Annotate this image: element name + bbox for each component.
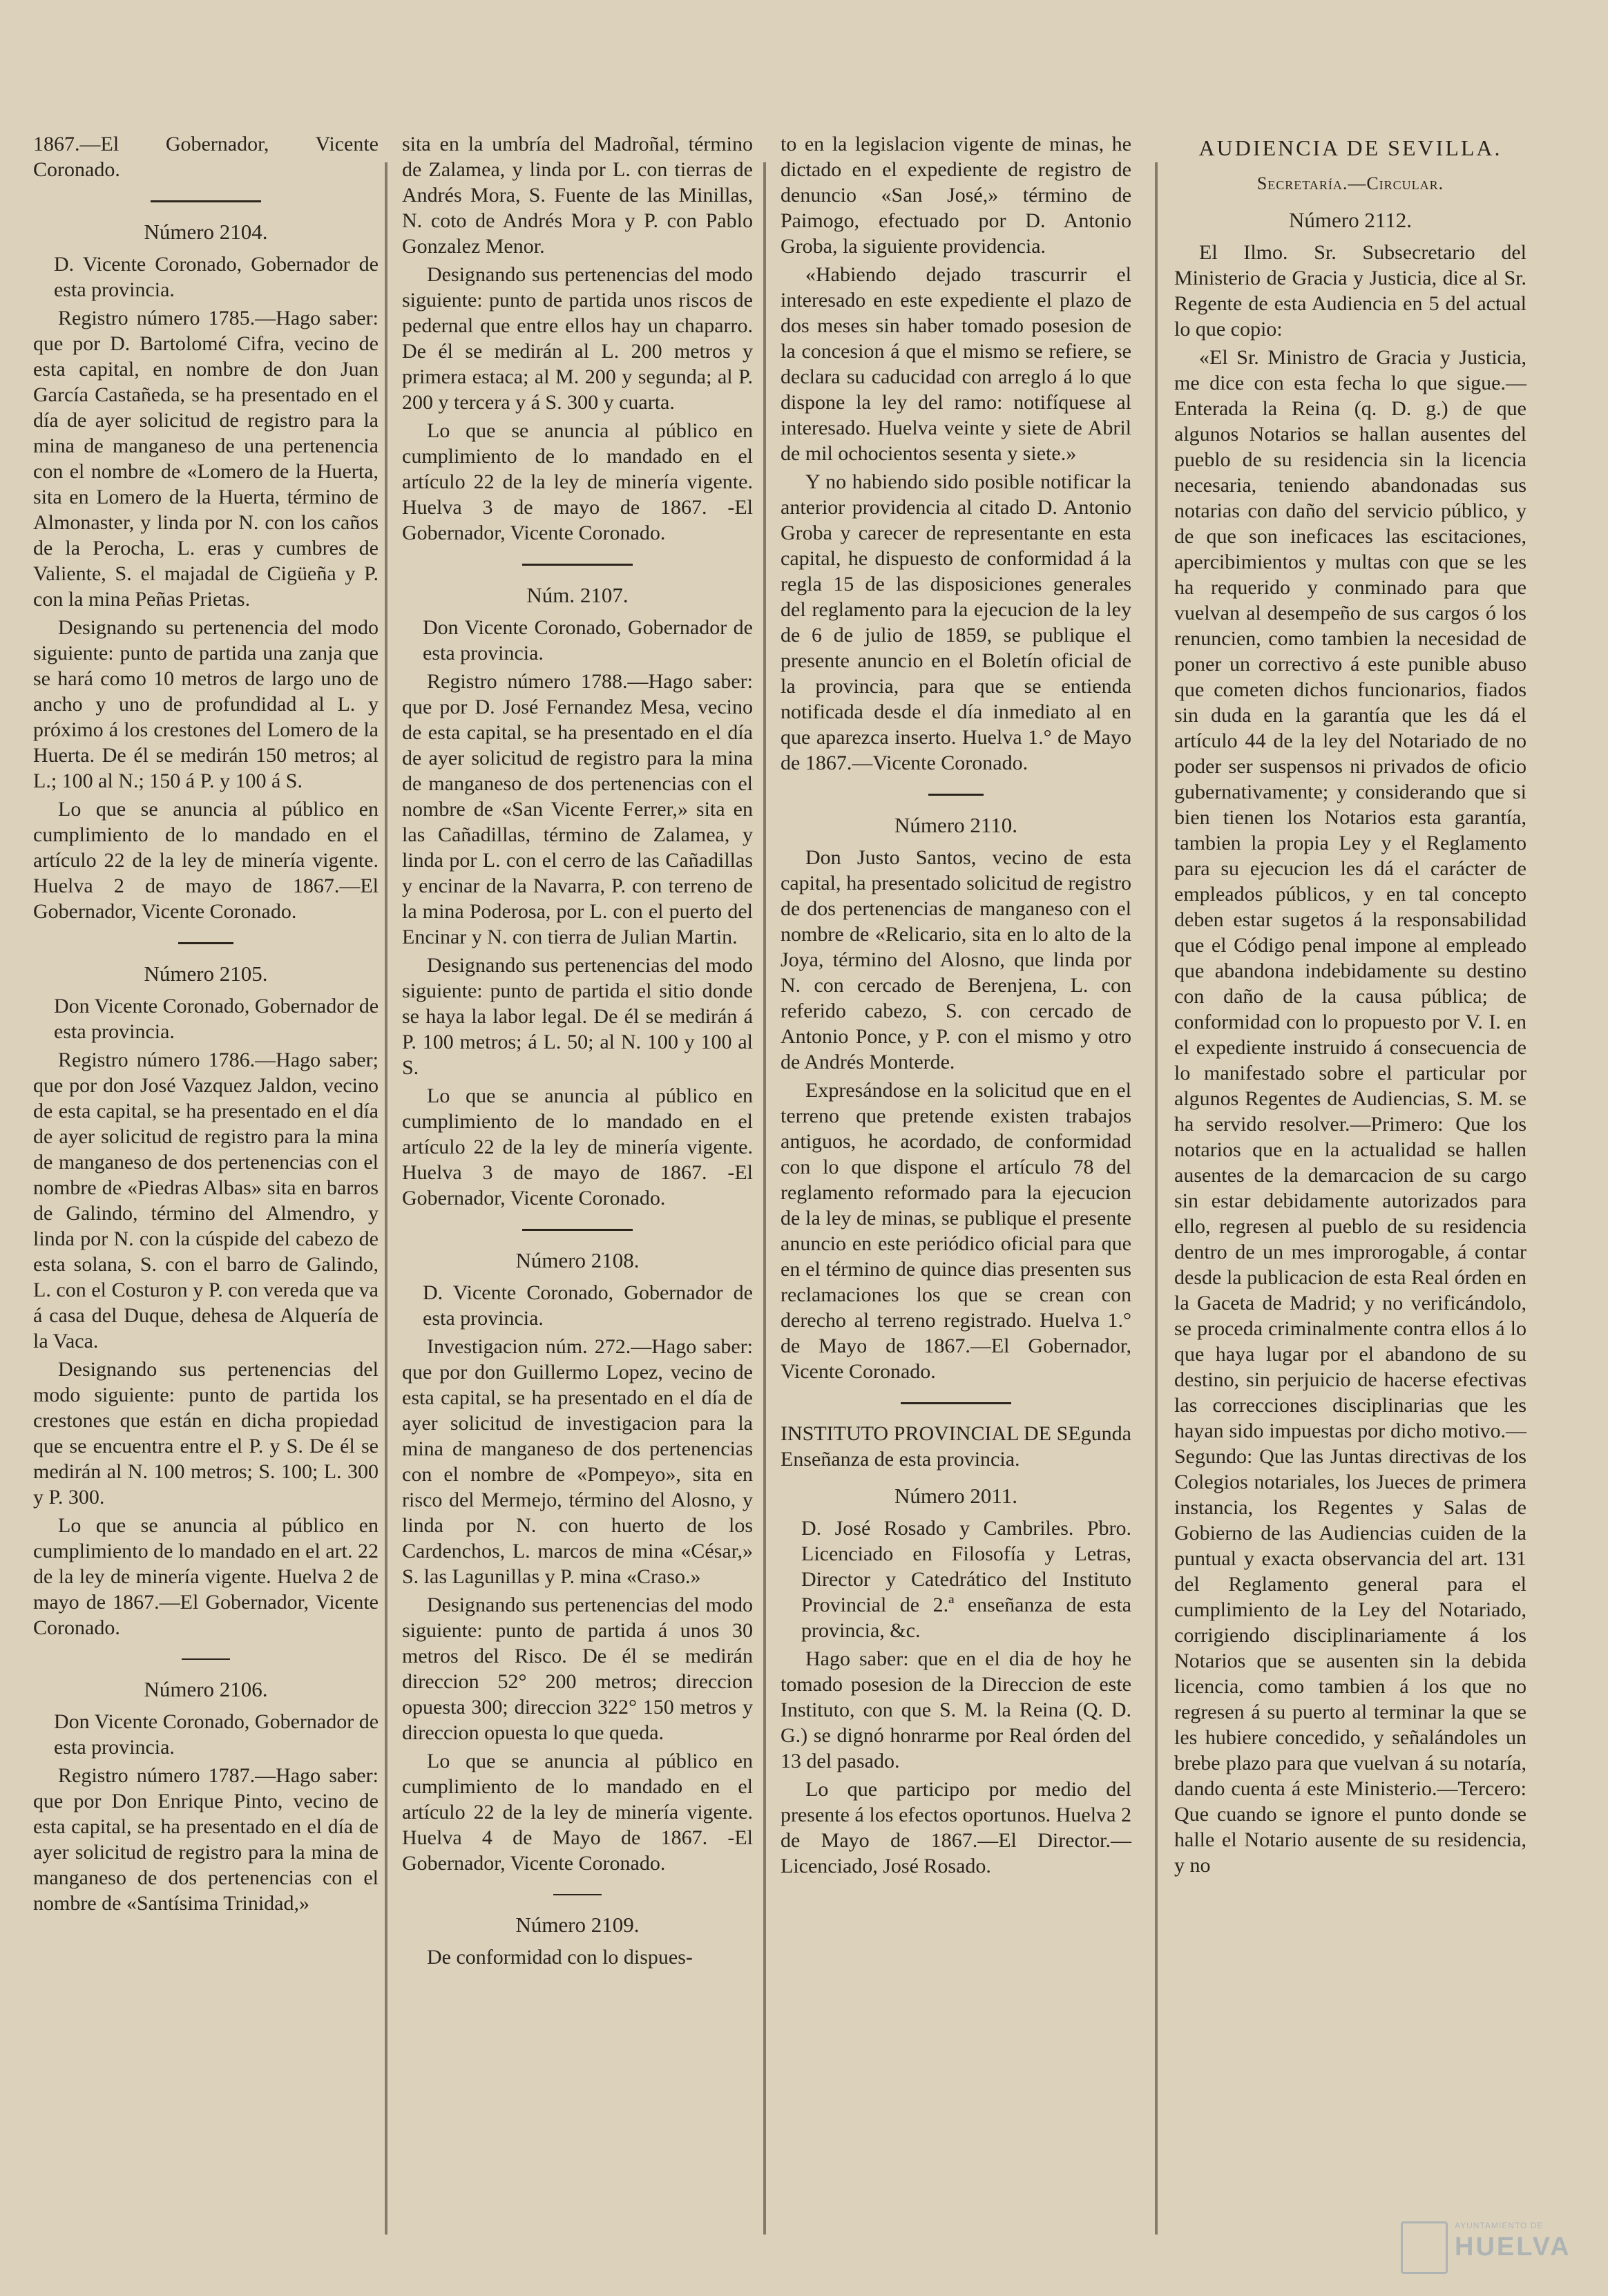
paragraph: Lo que se anuncia al público en cumplimiento de lo mandado en el artículo 22 de la ley de minería vigente. Huelva 4 de Mayo de 1867. -El Gobernador, Vicente Coronado. xyxy=(402,1750,753,1875)
paragraph: Lo que se anuncia al público en cumplimiento de lo mandado en el art. 22 de la ley de minería vigente. Huelva 2 de mayo de 1867.—El Gobernador, Vicente Coronado. xyxy=(33,1514,379,1639)
paragraph: Hago saber: que en el dia de hoy he tomado posesion de la Direccion de este Instituto, con que S. M. la Reina (Q. D. G.) se dignó honrarme por Real órden del 13 del pasado. xyxy=(781,1647,1131,1772)
column-rule xyxy=(763,162,766,2235)
column-2 xyxy=(402,131,753,1973)
paragraph: Registro número 1787.—Hago saber: que por Don Enrique Pinto, vecino de esta capital, se ha presentado en el día de ayer solicitud de registro para la mina de manganeso de dos pertenencias con el nombre de «Santísima Trinidad,» xyxy=(33,1764,379,1915)
paragraph: «El Sr. Ministro de Gracia y Justicia, me dice con esta fecha lo que sigue.—Enterada la Reina (q. D. g.) de que algunos Notarios se hallan ausentes del pueblo de su residencia sin la licencia necesaria, teniendo abandonadas sus notarias con daño del servicio público, y de que son ineficaces las escitaciones, apercibimientos y multas con que se les ha requerido y conminado para que vuelvan al desempeño de sus cargos ó los renuncien, como tambien la necesidad de poner un correctivo á este punible abuso que cometen dichos funcionarios, fiados sin duda en la garantía que les dá el artículo 44 de la ley del Notariado de no poder ser suspensos ni privados de oficio gubernativamente; y considerando que si bien tienen los Notarios esta garantía, tambien la propia Ley y el Reglamento para su ejecucion les dá el carácter de empleados públicos, y en tal concepto deben estar sugetos á la responsabilidad que el Código penal impone al empleado que abandona indebidamente su destino con daño de la causa pública; de conformidad con lo propuesto por V. I. en el expediente instruido á consecuencia de lo manifestado sobre el particular por algunos Regentes de Audiencias, S. M. se ha servido resolver.—Primero: Que los notarios que en la actualidad se hallen ausentes de la demarcacion de su cargo sin estar debidamente autorizados para ello, regresen al pueblo de su residencia dentro de un mes improrogable, á contar desde la publicacion de esta Real órden en la Gaceta de Madrid; y no verificándolo, se proceda criminalmente contra ellos á lo que haya lugar por el abandono de su destino, sin perjuicio de hacerse efectivas las correcciones disciplinarias que les hayan sido impuestas por dicho motivo.—Segundo: Que las Juntas directivas de los Colegios notariales, los Jueces de primera instancia, los Regentes y Salas de Gobierno de las Audiencias cuiden de la puntual y exacta observancia del art. 131 del Reglamento general para el cumplimiento de la Ley del Notariado, corrigiendo disciplinariamente á los Notarios que se ausenten sin la debida licencia, como tambien á los que no regresen á su puerto al terminar la que se les hubiere concedido, y señalándoles un brebe plazo para que vuelvan á su notaría, dando cuenta á este Ministerio.—Tercero: Que cuando se ignore el punto donde se halle el Notario ausente de su residencia, y no xyxy=(1174,346,1526,1877)
notice-number: Número 2011. xyxy=(894,1484,1017,1508)
separator xyxy=(178,942,233,944)
notice-number: Número 2109. xyxy=(515,1913,640,1937)
paragraph: Designando sus pertenencias del modo siguiente: punto de partida el sitio donde se haya la labor legal. De él se medirán á P. 100 metros; á L. 50; al N. 100 y 100 al S. xyxy=(402,954,753,1079)
paragraph: Don Vicente Coronado, Gobernador de esta provincia. xyxy=(54,1710,379,1759)
paragraph: Designando sus pertenencias del modo siguiente: punto de partida unos riscos de pedernal que entre ellos hay un chaparro. De él se medirán al L. 200 metros y primera estaca; al M. 200 y segunda; al P. 200 y tercera y á S. 300 y cuarta. xyxy=(402,263,753,414)
separator xyxy=(928,794,984,796)
logo-line-2: HUELVA xyxy=(1455,2232,1571,2261)
shield-icon xyxy=(1401,2221,1448,2274)
paragraph: to en la legislacion vigente de minas, he dictado en el expediente de registro de denuncio «San José,» término de Paimogo, efectuado por D. Antonio Groba, la siguiente providencia. xyxy=(781,133,1131,258)
separator xyxy=(522,1229,633,1231)
paragraph: Don Vicente Coronado, Gobernador de esta provincia. xyxy=(54,995,379,1043)
section-subtitle: Secretaría.—Circular. xyxy=(1256,173,1444,193)
paragraph: Y no habiendo sido posible notificar la anterior providencia al citado D. Antonio Groba y carecer de representante en esta capital, he dispuesto de conformidad á la regla 15 de las disposiciones generales del reglamento para la ejecucion de la ley de 6 de julio de 1859, se publique el presente anuncio en el Boletín oficial de la provincia, para que se entienda notificada desde el día inmediato al en que aparezca inserto. Huelva 1.° de Mayo de 1867.—Vicente Coronado. xyxy=(781,470,1131,774)
paragraph: El Ilmo. Sr. Subsecretario del Ministerio de Gracia y Justicia, dice al Sr. Regente de esta Audiencia en 5 del actual lo que copio: xyxy=(1174,241,1526,341)
separator xyxy=(151,200,261,202)
paragraph: Lo que se anuncia al público en cumplimiento de lo mandado en el artículo 22 de la ley de minería vigente. Huelva 2 de mayo de 1867.—El Gobernador, Vicente Coronado. xyxy=(33,798,379,923)
separator xyxy=(182,1658,230,1660)
notice-number: Número 2112. xyxy=(1289,208,1412,232)
logo-line-1: AYUNTAMIENTO DE xyxy=(1455,2221,1544,2230)
paragraph: Designando sus pertenencias del modo siguiente: punto de partida los crestones que están en dicha propiedad que se encuentra entre el P. y S. De él se medirán al N. 100 metros; S. 100; L. 300 y P. 300. xyxy=(33,1358,379,1509)
column-3 xyxy=(781,131,1131,1882)
paragraph: «Habiendo dejado trascurrir el interesado en este expediente el plazo de dos meses sin haber tomado posesion de la concesion á que el mismo se refiere, se declara su caducidad con arreglo á lo que dispone la ley del ramo: notifíquese al interesado. Huelva veinte y siete de Abril de mil ochocientos sesenta y siete.» xyxy=(781,263,1131,465)
paragraph: D. Vicente Coronado, Gobernador de esta provincia. xyxy=(423,1281,753,1330)
column-1 xyxy=(33,131,379,1919)
paragraph: Registro número 1785.—Hago saber: que por D. Bartolomé Cifra, vecino de esta capital, en nombre de don Juan García Castañeda, se ha presentado en el día de ayer solicitud de registro para la mina de manganeso de una pertenencia con el nombre de «Lomero de la Huerta, sita en Lomero de la Huerta, término de Almonaster, y linda por N. con los caños de la Perocha, L. eras y cumbres de Valiente, S. el majadal de Cigüeña y P. con la mina Peñas Prietas. xyxy=(33,307,379,611)
notice-number: Núm. 2107. xyxy=(526,583,629,607)
notice-number: Número 2106. xyxy=(144,1677,268,1701)
separator xyxy=(522,564,633,566)
paragraph: De conformidad con lo dispues- xyxy=(427,1946,693,1969)
paragraph: Investigacion núm. 272.—Hago saber: que por don Guillermo Lopez, vecino de esta capital, se ha presentado en el día de ayer solicitud de investigacion para la mina de manganeso de dos pertenencias con el nombre de «Pompeyo», sita en risco del Mermejo, término del Alosno, y linda por N. con huerto de los Cardenchos, L. marcos de mina «César,» S. las Lagunillas y P. mina «Craso.» xyxy=(402,1335,753,1588)
section-heading: INSTITUTO PROVINCIAL DE SEgunda Enseñanza de esta provincia. xyxy=(781,1422,1131,1471)
paragraph: Registro número 1786.—Hago saber; que por don José Vazquez Jaldon, vecino de esta capital, se ha presentado en el día de ayer solicitud de registro para la mina de manganeso de dos pertenencias con el nombre de «Piedras Albas» sita en barros de Galindo, término del Almendro, y linda por N. con la cúspide del cabezo de esta solana, S. con el barro de Galindo, L. con el Costuron y P. con vereda que va á casa del Duque, dehesa de Alquería de la Vaca. xyxy=(33,1049,379,1352)
paragraph: Lo que se anuncia al público en cumplimiento de lo mandado en el artículo 22 de la ley de minería vigente. Huelva 3 de mayo de 1867. -El Gobernador, Vicente Coronado. xyxy=(402,1084,753,1209)
notice-number: Número 2105. xyxy=(144,962,268,986)
paragraph: sita en la umbría del Madroñal, término de Zalamea, y linda por L. con tierras de Andrés Mora, S. Fuente de las Minillas, N. coto de Andrés Mora y P. con Pablo Gonzalez Menor. xyxy=(402,133,753,258)
notice-number: Número 2110. xyxy=(894,813,1017,837)
paragraph: D. José Rosado y Cambriles. Pbro. Licenciado en Filosofía y Letras, Director y Catedrático del Instituto Provincial de 2.ª enseñanza de esta provincia, &c. xyxy=(801,1517,1131,1642)
column-4 xyxy=(1174,131,1526,1881)
paragraph: Don Vicente Coronado, Gobernador de esta provincia. xyxy=(423,616,753,664)
column-rule xyxy=(1155,162,1158,2235)
archive-logo xyxy=(1401,2217,1580,2273)
notice-number: Número 2104. xyxy=(144,220,268,244)
separator xyxy=(553,1894,602,1895)
paragraph: Designando su pertenencia del modo siguiente: punto de partida una zanja que se hará como 10 metros de largo uno de ancho y uno de profundidad al L. y próximo á los crestones del Lomero de la Huerta. De él se medirán 150 metros; al L.; 100 al N.; 150 á P. y 100 á S. xyxy=(33,616,379,792)
paragraph: Designando sus pertenencias del modo siguiente: punto de partida á unos 30 metros del Risco. De él se medirán direccion 52° 200 metros; direccion opuesta 300; direccion 322° 150 metros y direccion opuesta lo que queda. xyxy=(402,1594,753,1744)
paragraph: Registro número 1788.—Hago saber: que por D. José Fernandez Mesa, vecino de esta capital, se ha presentado en el día de ayer solicitud de registro para la mina de manganeso de dos pertenencias con el nombre de «San Vicente Ferrer,» sita en las Cañadillas, término de Zalamea, y linda por L. con el cerro de las Cañadillas y encinar de la Navarra, P. con terreno de la mina Poderosa, por L. con el puerto del Encinar y N. con tierra de Julian Martin. xyxy=(402,670,753,948)
paragraph: Lo que se anuncia al público en cumplimiento de lo mandado en el artículo 22 de la ley de minería vigente. Huelva 3 de mayo de 1867. -El Gobernador, Vicente Coronado. xyxy=(402,419,753,544)
paragraph: 1867.—El Gobernador, Vicente Coronado. xyxy=(33,133,379,181)
separator xyxy=(901,1402,1011,1404)
paragraph: Don Justo Santos, vecino de esta capital, ha presentado solicitud de registro de dos pertenencias de manganeso con el nombre de «Relicario, sita en lo alto de la Joya, término del Alosno, que linda por N. con cercado de Berenjena, L. con referido cabezo, S. con cercado de Antonio Ponce, y P. con el mismo y otro de Andrés Monterde. xyxy=(781,846,1131,1073)
paragraph: Expresándose en la solicitud que en el terreno que pretende existen trabajos antiguos, he acordado, de conformidad con lo que dispone el artículo 78 del reglamento reformado para la ejecucion de la ley de minas, se publique el presente anuncio en este periódico oficial para que en el término de quince dias presenten sus reclamaciones los que se crean con derecho al terreno registrado. Huelva 1.° de Mayo de 1867.—El Gobernador, Vicente Coronado. xyxy=(781,1079,1131,1383)
paragraph: D. Vicente Coronado, Gobernador de esta provincia. xyxy=(54,253,379,301)
section-title: AUDIENCIA DE SEVILLA. xyxy=(1198,135,1502,160)
paragraph: Lo que participo por medio del presente á los efectos oportunos. Huelva 2 de Mayo de 1867.—El Director.—Licenciado, José Rosado. xyxy=(781,1778,1131,1877)
column-rule xyxy=(385,162,387,2235)
notice-number: Número 2108. xyxy=(515,1248,640,1272)
